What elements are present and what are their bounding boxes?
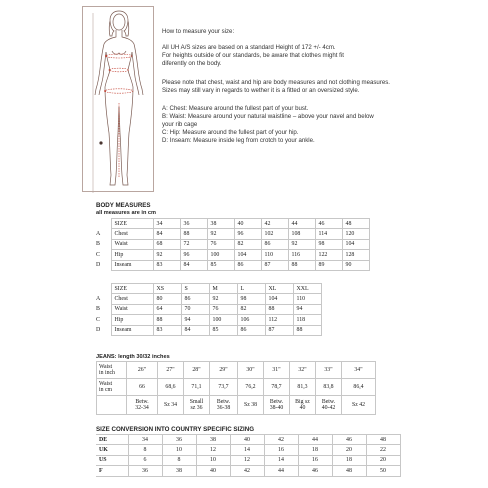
measure-value: 88 [265, 304, 293, 314]
row-label: Hip [111, 250, 153, 260]
conversion-value: 50 [366, 466, 400, 476]
measure-value: 122 [315, 250, 342, 260]
jeans-value: 71,1 [184, 379, 210, 396]
row-letter: C [96, 316, 100, 323]
conversion-value: 40 [196, 466, 230, 476]
measure-value: 88 [293, 325, 321, 335]
conversion-value: 48 [366, 435, 400, 445]
numeric-size-label: SIZE [111, 219, 153, 229]
body-measures-title: BODY MEASURES [96, 202, 151, 209]
conversion-value: 38 [162, 466, 196, 476]
row-label: Waist [111, 239, 153, 249]
table-row [96, 325, 321, 335]
letter-size-header: XS [153, 284, 181, 294]
conversion-value: 22 [366, 445, 400, 455]
measure-value: 83 [153, 325, 181, 335]
row-label: Inseam [111, 260, 153, 270]
measure-value: 94 [181, 315, 209, 325]
measure-value: 87 [261, 260, 288, 270]
table-row [96, 435, 400, 445]
conversion-value: 46 [332, 435, 366, 445]
measure-value: 98 [237, 294, 265, 304]
table-row [96, 294, 321, 304]
measure-value: 94 [293, 304, 321, 314]
measure-value: 116 [288, 250, 315, 260]
jeans-value: Betw. 32-34 [127, 396, 158, 415]
jeans-value: Betw. 36-38 [210, 396, 238, 415]
letter-size-header: L [237, 284, 265, 294]
body-measures-subtitle: all measures are in cm [96, 210, 157, 216]
standard-line-3: diferently on the body. [162, 59, 222, 67]
jeans-value: 31" [264, 362, 290, 379]
conversion-value: 42 [230, 466, 264, 476]
figure-panel [82, 6, 154, 192]
standard-line-2: For heights outside of our standards, be aware that clothes might fit [162, 51, 344, 59]
numeric-size-header: 44 [288, 219, 315, 229]
measure-value: 89 [315, 260, 342, 270]
numeric-size-header: 36 [180, 219, 207, 229]
country-label: F [96, 466, 128, 476]
measure-value: 104 [234, 250, 261, 260]
measure-value: 84 [153, 229, 180, 239]
table-row [96, 239, 369, 249]
definition-inseam: D: Inseam: Measure inside leg from crotch to your ankle. [162, 137, 315, 145]
jeans-row-label: Waist in inch [97, 362, 127, 379]
letter-size-header: XXL [293, 284, 321, 294]
jeans-value: Small sz 36 [184, 396, 210, 415]
jeans-value: 34" [342, 362, 376, 379]
measure-value: 68 [153, 239, 180, 249]
conversion-value: 20 [332, 445, 366, 455]
instructions-title: How to measure your size: [162, 28, 235, 35]
letter-size-label: SIZE [111, 284, 153, 294]
jeans-row-label: Waist in cm [97, 379, 127, 396]
measure-value: 86 [181, 294, 209, 304]
jeans-value: Sz 42 [342, 396, 376, 415]
row-letter: D [96, 327, 101, 334]
conversion-value: 38 [196, 435, 230, 445]
numeric-corner [96, 219, 111, 229]
table-row [96, 250, 369, 260]
numeric-size-header: 38 [207, 219, 234, 229]
jeans-value: 73,7 [210, 379, 238, 396]
measure-value: 84 [180, 260, 207, 270]
row-label: Inseam [111, 325, 153, 335]
letter-size-header: XL [265, 284, 293, 294]
measure-value: 64 [153, 304, 181, 314]
row-label: Waist [111, 304, 153, 314]
table-row [96, 466, 400, 476]
table-row [96, 315, 321, 325]
row-letter: B [96, 241, 100, 248]
conversion-value: 36 [162, 435, 196, 445]
measure-value: 85 [209, 325, 237, 335]
measure-value: 108 [288, 229, 315, 239]
measure-value: 92 [209, 294, 237, 304]
measure-value: 104 [342, 239, 369, 249]
jeans-value: 32" [290, 362, 316, 379]
country-label: US [96, 455, 128, 465]
measure-value: 92 [288, 239, 315, 249]
measure-value: 100 [209, 315, 237, 325]
measure-value: 76 [207, 239, 234, 249]
standard-line-1: All UH A/S sizes are based on a standard Height of 172 +/- 4cm. [162, 43, 336, 51]
jeans-value: 86,4 [342, 379, 376, 396]
definition-hip: C: Hip: Measure around the fullest part of your hip. [162, 129, 299, 137]
measuring-instructions [162, 28, 482, 145]
measure-value: 96 [180, 250, 207, 260]
measure-value: 86 [237, 325, 265, 335]
measure-value: 106 [237, 315, 265, 325]
jeans-value: 83,8 [316, 379, 342, 396]
measure-value: 102 [261, 229, 288, 239]
measure-value: 88 [288, 260, 315, 270]
note-line-1: Please note that chest, waist and hip are body measures and not clothing measures. [162, 78, 390, 86]
measure-value: 86 [234, 260, 261, 270]
jeans-value: 29" [210, 362, 238, 379]
conversion-value: 20 [366, 455, 400, 465]
numeric-size-header: 48 [342, 219, 369, 229]
measure-value: 104 [265, 294, 293, 304]
jeans-cm-row [97, 379, 376, 396]
row-label: Hip [111, 315, 153, 325]
definition-chest: A: Chest: Measure around the fullest part of your bust. [162, 105, 309, 113]
measure-value: 100 [207, 250, 234, 260]
measure-value: 128 [342, 250, 369, 260]
numeric-header-row [96, 219, 369, 229]
numeric-size-header: 34 [153, 219, 180, 229]
row-letter: A [96, 296, 101, 303]
conversion-value: 34 [128, 435, 162, 445]
row-label: Chest [111, 229, 153, 239]
jeans-inch-row [97, 362, 376, 379]
conversion-value: 18 [332, 455, 366, 465]
conversion-value: 14 [230, 445, 264, 455]
conversion-value: 18 [298, 445, 332, 455]
conversion-value: 10 [196, 455, 230, 465]
jeans-value: 33" [316, 362, 342, 379]
measure-value: 80 [153, 294, 181, 304]
row-label: Chest [111, 294, 153, 304]
conversion-value: 42 [264, 435, 298, 445]
conversion-value: 46 [298, 466, 332, 476]
table-row [96, 445, 400, 455]
conversion-title: SIZE CONVERSION INTO COUNTRY SPECIFIC SIZING [96, 426, 255, 433]
jeans-value: 28" [184, 362, 210, 379]
measure-value: 72 [180, 239, 207, 249]
jeans-value: 26" [127, 362, 158, 379]
conversion-table [96, 434, 401, 477]
measure-value: 114 [315, 229, 342, 239]
conversion-value: 6 [128, 455, 162, 465]
numeric-size-header: 42 [261, 219, 288, 229]
measure-value: 82 [234, 239, 261, 249]
definition-waist-cont: your rib cage [162, 121, 198, 129]
conversion-value: 36 [128, 466, 162, 476]
jeans-table [96, 361, 376, 415]
measure-value: 92 [153, 250, 180, 260]
numeric-size-table [96, 218, 370, 271]
letter-header-row [96, 284, 321, 294]
measure-value: 90 [342, 260, 369, 270]
country-label: UK [96, 445, 128, 455]
jeans-value: 81,3 [290, 379, 316, 396]
measure-value: 85 [207, 260, 234, 270]
conversion-value: 12 [196, 445, 230, 455]
measure-value: 88 [180, 229, 207, 239]
measure-value: 82 [237, 304, 265, 314]
conversion-value: 44 [298, 435, 332, 445]
table-row [96, 304, 321, 314]
measure-value: 76 [209, 304, 237, 314]
jeans-value: 27" [158, 362, 184, 379]
measure-value: 88 [153, 315, 181, 325]
measure-value: 110 [261, 250, 288, 260]
conversion-value: 16 [264, 445, 298, 455]
jeans-value: Big sz 40 [290, 396, 316, 415]
row-letter: A [96, 231, 101, 238]
row-letter: B [96, 306, 100, 313]
jeans-value: 66 [127, 379, 158, 396]
jeans-size-row [97, 396, 376, 415]
conversion-value: 48 [332, 466, 366, 476]
conversion-value: 44 [264, 466, 298, 476]
note-line-2: Sizes may still vary in regards to wether it is a fitted or an oversized style. [162, 86, 360, 94]
measure-value: 98 [315, 239, 342, 249]
jeans-row-label [97, 396, 127, 415]
row-letter: D [96, 262, 101, 269]
jeans-value: 68,6 [158, 379, 184, 396]
conversion-value: 10 [162, 445, 196, 455]
conversion-value: 40 [230, 435, 264, 445]
table-row [96, 260, 369, 270]
measure-value: 120 [342, 229, 369, 239]
table-row [96, 229, 369, 239]
conversion-value: 16 [298, 455, 332, 465]
measure-value: 118 [293, 315, 321, 325]
jeans-value: 78,7 [264, 379, 290, 396]
jeans-value: Sz 34 [158, 396, 184, 415]
country-label: DE [96, 435, 128, 445]
measure-value: 84 [181, 325, 209, 335]
conversion-value: 12 [230, 455, 264, 465]
numeric-size-header: 46 [315, 219, 342, 229]
conversion-value: 14 [264, 455, 298, 465]
letter-size-header: S [181, 284, 209, 294]
jeans-value: 30" [238, 362, 264, 379]
jeans-value: Sz 38 [238, 396, 264, 415]
measure-value: 86 [261, 239, 288, 249]
conversion-value: 8 [128, 445, 162, 455]
measure-value: 87 [265, 325, 293, 335]
conversion-value: 8 [162, 455, 196, 465]
body-figure-illustration [83, 7, 155, 193]
letter-corner [96, 284, 111, 294]
numeric-size-header: 40 [234, 219, 261, 229]
jeans-value: 76,2 [238, 379, 264, 396]
letter-size-header: M [209, 284, 237, 294]
row-letter: C [96, 251, 100, 258]
measure-value: 92 [207, 229, 234, 239]
jeans-title: JEANS: length 30/32 inches [96, 354, 170, 360]
measure-value: 96 [234, 229, 261, 239]
measure-value: 83 [153, 260, 180, 270]
definition-waist: B: Waist: Measure around your natural waistline – above your navel and below [162, 113, 374, 121]
measure-value: 110 [293, 294, 321, 304]
table-row [96, 455, 400, 465]
measure-value: 70 [181, 304, 209, 314]
jeans-value: Betw. 38-40 [264, 396, 290, 415]
letter-size-table [96, 283, 322, 336]
jeans-value: Betw. 40-42 [316, 396, 342, 415]
measure-value: 112 [265, 315, 293, 325]
